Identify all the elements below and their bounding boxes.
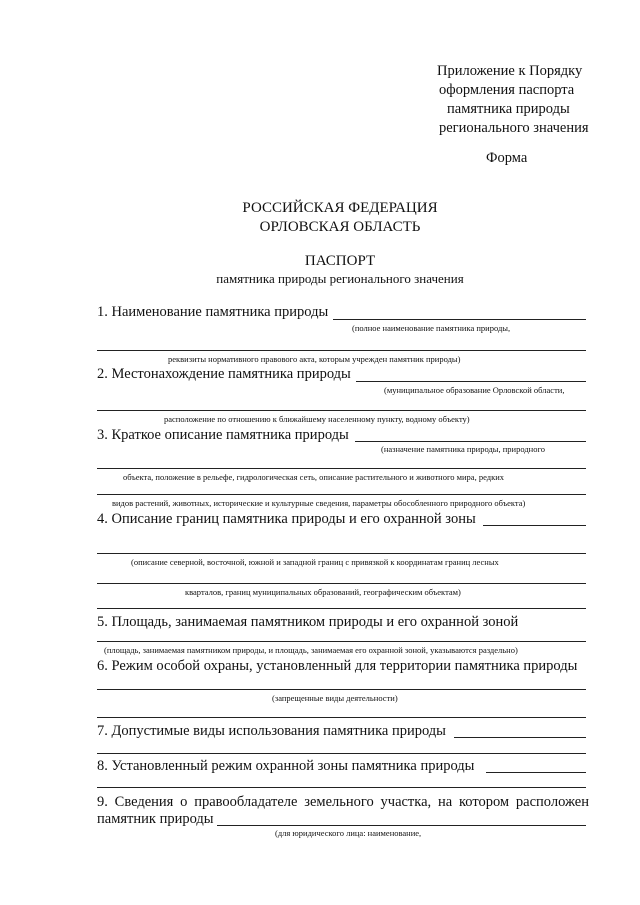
document-subtitle: памятника природы регионального значения	[216, 271, 464, 286]
section-9-label-line-2: памятник природы	[97, 811, 214, 827]
region-heading: ОРЛОВСКАЯ ОБЛАСТЬ	[259, 219, 421, 235]
section-9-label-line-1: 9. Сведения о правообладателе земельного участка, на котором расположен	[97, 794, 589, 810]
section-8-field-line-2	[97, 787, 586, 788]
annex-block	[437, 62, 589, 138]
section-3-field-line	[355, 441, 586, 442]
section-3-note-3: видов растений, животных, исторические и культурные сведения, параметры обособленного природного объекта)	[112, 498, 526, 508]
section-5-note-1: (площадь, занимаемая памятником природы, и площадь, занимаемая его охранной зоной, указываются раздельно)	[104, 645, 518, 655]
annex-line-1: Приложение к Порядку	[437, 63, 583, 79]
section-2-note-1: (муниципальное образование Орловской области,	[384, 385, 565, 395]
section-9-note-1: (для юридического лица: наименование,	[275, 828, 422, 838]
section-4-field-line-2	[97, 553, 586, 554]
section-5-field-line	[97, 641, 586, 642]
section-4-label: 4. Описание границ памятника природы и его охранной зоны	[97, 511, 476, 527]
section-2-field-line-2	[97, 410, 586, 411]
section-1-note-1: (полное наименование памятника природы,	[352, 323, 511, 333]
annex-line-4: регионального значения	[439, 120, 589, 136]
section-1-note-2: реквизиты нормативного правового акта, которым учрежден памятник природы)	[168, 354, 461, 364]
section-3-note-2: объекта, положение в рельефе, гидрологическая сеть, описание растительного и животного мира, редких	[123, 472, 504, 482]
section-7-field-line	[454, 737, 586, 738]
section-6-field-line	[97, 689, 586, 690]
section-4-field-line-3	[97, 583, 586, 584]
section-8-field-line	[486, 772, 586, 773]
section-3-field-line-3	[97, 494, 586, 495]
section-2-field-line	[356, 381, 586, 382]
section-2-label: 2. Местонахождение памятника природы	[97, 366, 351, 382]
section-4-note-1: (описание северной, восточной, южной и западной границ с привязкой к координатам границ лесных	[131, 557, 499, 567]
annex-line-2: оформления паспорта	[439, 82, 575, 98]
section-5-label: 5. Площадь, занимаемая памятником природы и его охранной зоной	[97, 614, 519, 630]
section-6-label: 6. Режим особой охраны, установленный для территории памятника природы	[97, 658, 578, 674]
section-1-field-line	[333, 319, 586, 320]
annex-line-3: памятника природы	[447, 101, 570, 117]
section-4-field-line	[483, 525, 586, 526]
section-7-label: 7. Допустимые виды использования памятника природы	[97, 723, 446, 739]
section-4-field-line-4	[97, 608, 586, 609]
form-label: Форма	[486, 150, 528, 166]
section-1-field-line-2	[97, 350, 586, 351]
section-3-field-line-2	[97, 468, 586, 469]
section-3-note-1: (назначение памятника природы, природного	[381, 444, 545, 454]
section-3-label: 3. Краткое описание памятника природы	[97, 427, 349, 443]
section-1-label: 1. Наименование памятника природы	[97, 304, 329, 320]
country-heading: РОССИЙСКАЯ ФЕДЕРАЦИЯ	[242, 200, 438, 216]
section-6-field-line-2	[97, 717, 586, 718]
section-6-note-1: (запрещенные виды деятельности)	[272, 693, 398, 703]
section-8-label: 8. Установленный режим охранной зоны памятника природы	[97, 758, 475, 774]
section-7-field-line-2	[97, 753, 586, 754]
section-2-note-2: расположение по отношению к ближайшему населенному пункту, водному объекту)	[164, 414, 470, 424]
section-9-field-line	[217, 825, 586, 826]
section-4-note-2: кварталов, границ муниципальных образований, географическим объектам)	[185, 587, 461, 597]
document-title: ПАСПОРТ	[304, 253, 376, 269]
